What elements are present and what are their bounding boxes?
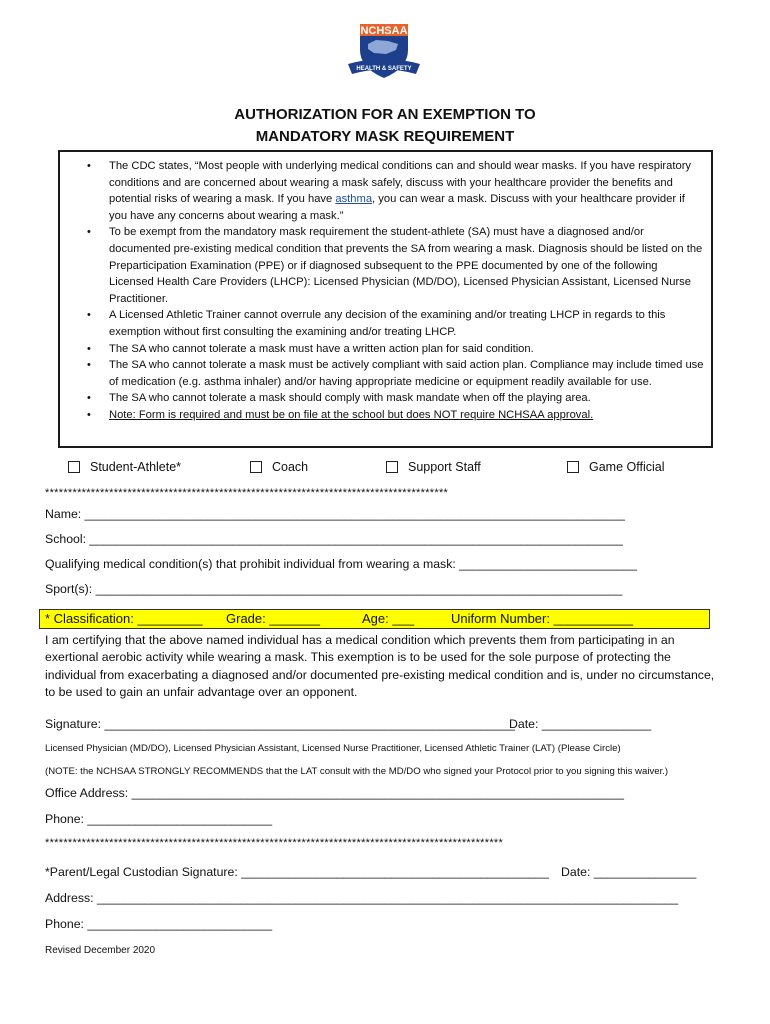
grade-field[interactable]: Grade: _______: [226, 611, 320, 626]
separator: ****************************************************************************************************: [45, 837, 504, 849]
role-label: Support Staff: [408, 460, 481, 474]
role-coach[interactable]: [250, 460, 308, 474]
role-support-staff[interactable]: [386, 460, 481, 474]
phone-field[interactable]: Phone: ___________________________: [45, 812, 273, 826]
classification-row: [45, 611, 633, 626]
school-field[interactable]: School: ______________________________________________________________________________: [45, 532, 623, 546]
role-label: Coach: [272, 460, 309, 474]
checkbox-icon[interactable]: [250, 461, 262, 473]
phone-field-2[interactable]: Phone: ___________________________: [45, 917, 273, 931]
medical-condition-field[interactable]: Qualifying medical condition(s) that prohibit individual from wearing a mask: __________________________: [45, 557, 637, 571]
asthma-link[interactable]: asthma: [335, 193, 373, 206]
uniform-number-field[interactable]: Uniform Number: ___________: [451, 611, 634, 626]
signature-date-field[interactable]: Date: ________________: [509, 717, 652, 731]
nchsaa-shield-icon: [346, 20, 422, 88]
list-item: • To be exempt from the mandatory mask requirement the student-athlete (SA) must have a diagnosed and/or documented pre-existing medical condition that prevents the SA from wearing a mask. Diagnosis should be listed on the Preparticipation Examination (PPE) or if diagnosed subsequent to the PPE documented by one of the following Licensed Health Care Providers (LHCP): Licensed Physician (MD/DO), Licensed Physician Assistant, Licensed Nurse Practitioner.: [109, 224, 704, 307]
list-item: • The SA who cannot tolerate a mask must be actively compliant with said action plan. Compliance may include timed use of medication (e.g. asthma inhaler) and/or having appropriate medicine or equipment readily available for use.: [109, 357, 704, 390]
signature-field[interactable]: Signature: ____________________________________________________________: [45, 717, 515, 731]
separator: ****************************************************************************************: [45, 487, 449, 499]
checkbox-icon[interactable]: [68, 461, 80, 473]
svg-text:HEALTH & SAFETY: HEALTH & SAFETY: [356, 66, 412, 72]
classification-field[interactable]: * Classification: _________: [45, 611, 203, 626]
role-label: Student-Athlete*: [90, 460, 182, 474]
provider-types: Licensed Physician (MD/DO), Licensed Physician Assistant, Licensed Nurse Practitioner, Licensed Athletic Trainer (LAT) (Please Circle): [45, 743, 621, 754]
role-game-official[interactable]: [567, 460, 665, 474]
form-title-line2: MANDATORY MASK REQUIREMENT: [255, 128, 515, 145]
list-item: • The SA who cannot tolerate a mask should comply with mask mandate when off the playing area.: [109, 390, 704, 407]
requirements-list: [109, 158, 704, 424]
checkbox-icon[interactable]: [386, 461, 398, 473]
checkbox-icon[interactable]: [567, 461, 579, 473]
list-item: • The SA who cannot tolerate a mask must have a written action plan for said condition.: [109, 341, 704, 358]
revision-date: Revised December 2020: [45, 945, 156, 956]
list-item: • A Licensed Athletic Trainer cannot overrule any decision of the examining and/or treating LHCP in regards to this exemption without first consulting the examining and/or treating LHCP.: [109, 307, 704, 340]
sports-field[interactable]: Sport(s): _____________________________________________________________________________: [45, 582, 623, 596]
office-address-field[interactable]: Office Address: ________________________________________________________________________: [45, 786, 624, 800]
address-field[interactable]: Address: _____________________________________________________________________________________: [45, 891, 679, 905]
parent-signature-field[interactable]: *Parent/Legal Custodian Signature: _____________________________________________: [45, 865, 549, 879]
role-student-athlete[interactable]: [68, 460, 181, 474]
form-title-line1: AUTHORIZATION FOR AN EXEMPTION TO: [234, 106, 536, 123]
role-label: Game Official: [589, 460, 665, 474]
parent-date-field[interactable]: Date: _______________: [561, 865, 697, 879]
name-field[interactable]: Name: _______________________________________________________________________________: [45, 507, 625, 521]
svg-text:NCHSAA: NCHSAA: [360, 25, 408, 37]
lat-note: (NOTE: the NCHSAA STRONGLY RECOMMENDS that the LAT consult with the MD/DO who signed your Protocol prior to you signing this waiver.): [45, 766, 669, 777]
nchsaa-logo: [346, 20, 422, 88]
certification-text: I am certifying that the above named individual has a medical condition which prevents them from participating in an exertional aerobic activity while wearing a mask. This exemption is to be used for the sole purpose of protecting the individual from exacerbating a diagnosed and/or documented pre-existing medical condition and is, under no circumstance, to be used to gain an unfair advantage over an opponent.: [45, 633, 715, 700]
list-item: • The CDC states, “Most people with underlying medical conditions can and should wear masks. If you have respiratory conditions and are concerned about wearing a mask safely, discuss with your healthcare provider the benefits and potential risks of wearing a mask. If you have asthma, you can wear a mask. Discuss with your healthcare provider if you have any concerns about wearing a mask.”: [109, 158, 704, 224]
age-field[interactable]: Age: ___: [362, 611, 415, 626]
list-item: • Note: Form is required and must be on file at the school but does NOT require NCHSAA approval.: [109, 407, 704, 424]
